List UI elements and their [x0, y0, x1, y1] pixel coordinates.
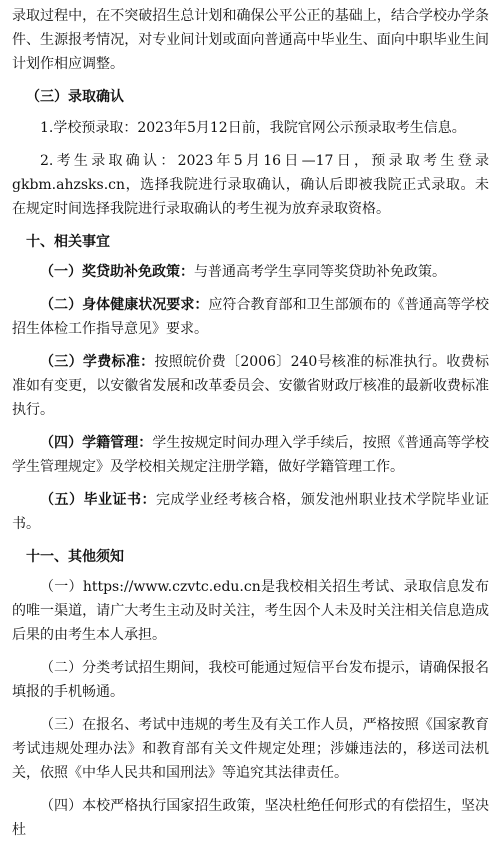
section-heading-other-notices: 十一、其他须知 — [26, 549, 124, 565]
section-heading-related-matters: 十、相关事宜 — [26, 234, 110, 250]
notice-violations: （三）在报名、考试中违规的考生及有关工作人员，严格按照《国家教育考试违规处理办法》和教育部有关文件规定处理；涉嫌违法的，移送司法机关，依照《中华人民共和国刑法》等追究其法律责任。 — [12, 717, 489, 781]
section-title-admission-confirmation: （三）录取确认 — [26, 89, 124, 105]
item-label: （二）身体健康状况要求： — [40, 297, 209, 313]
paragraph-admission-adjustment: 录取过程中，在不突破招生总计划和确保公平公正的基础上，结合学校办学条件、生源报考情况，对专业间计划或面向普通高中毕业生、面向中职毕业生间计划作相应调整。 — [12, 8, 489, 72]
item-text: 学生按规定时间办理入学手续后，按照《普通高等学校学生管理规定》及学校相关规定注册学籍，做好学籍管理工作。 — [12, 435, 490, 475]
notice-sms: （二）分类考试招生期间，我校可能通过短信平台发布提示，请确保报名填报的手机畅通。 — [12, 660, 489, 700]
item-label: （一）奖贷助补免政策： — [40, 264, 194, 280]
item-label: （三）学费标准： — [40, 354, 155, 370]
item-admission-confirmation: 2.考生录取确认：2023年5月16日—17日，预录取考生登录gkbm.ahzsks.cn，选择我院进行录取确认，确认后即被我院正式录取。未在规定时间选择我院进行录取确认的考生视为放弃录取资格。 — [12, 153, 489, 217]
item-text: 按照皖价费〔2006〕240号核准的标准执行。收费标准如有变更，以安徽省发展和改革委员会、安徽省财政厅核准的最新收费标准执行。 — [12, 354, 489, 418]
item-pre-admission: 1.学校预录取：2023年5月12日前，我院官网公示预录取考生信息。 — [40, 120, 466, 136]
item-financial-aid — [12, 260, 489, 284]
item-graduation-certificate — [12, 488, 489, 536]
item-label: （四）学籍管理： — [40, 435, 153, 451]
item-text: 与普通高考学生享同等奖贷助补免政策。 — [194, 264, 446, 280]
item-text: 应符合教育部和卫生部颁布的《普通高等学校招生体检工作指导意见》要求。 — [12, 297, 490, 337]
item-tuition-standard — [12, 350, 489, 422]
notice-paid-admission: （四）本校严格执行国家招生政策，坚决杜绝任何形式的有偿招生，坚决杜 — [12, 798, 489, 838]
official-website-link[interactable]: https://www.czvtc.edu.cn — [82, 579, 261, 595]
notice-prefix: （一） — [40, 579, 83, 595]
notice-text: 是我校相关招生考试、录取信息发布的唯一渠道，请广大考生主动及时关注，考生因个人未及时关注相关信息造成后果的由考生本人承担。 — [12, 579, 490, 643]
notice-official-channel — [12, 575, 489, 647]
item-student-status — [12, 431, 489, 479]
item-label: （五）毕业证书： — [40, 492, 156, 508]
item-health-requirements — [12, 293, 489, 341]
item-text: 完成学业经考核合格，颁发池州职业技术学院毕业证书。 — [12, 492, 489, 532]
